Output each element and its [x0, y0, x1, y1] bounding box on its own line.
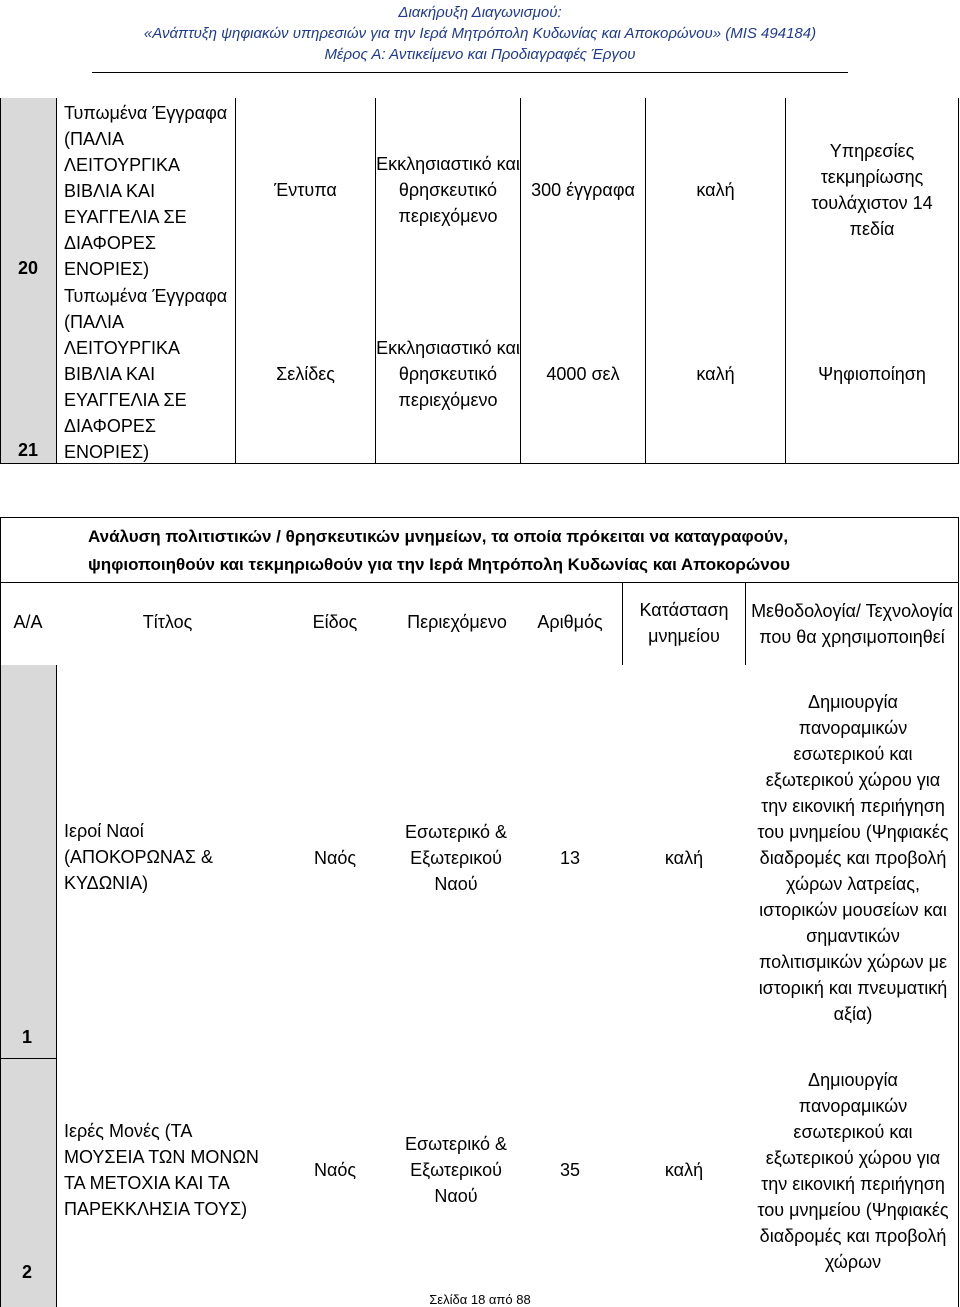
header-num: Α/Α	[13, 612, 43, 632]
table2-right-border	[958, 517, 959, 1307]
table1-col-divider	[235, 98, 236, 463]
row-type: Έντυπα	[274, 180, 337, 200]
table2-col-divider	[56, 665, 57, 1307]
header-method: Μεθοδολογία/ Τεχνολογία που θα χρησιμοποιηθεί	[751, 601, 953, 647]
row-title: Ιεροί Ναοί (ΑΠΟΚΟΡΩΝΑΣ & ΚΥΔΩΝΙΑ)	[64, 821, 214, 893]
row-count: 300 έγγραφα	[531, 180, 635, 200]
table1-col-divider	[520, 98, 521, 463]
row-content: Εκκλησιαστικό και θρησκευτικό περιεχόμενο	[376, 338, 520, 410]
row-method: Ψηφιοποίηση	[818, 364, 926, 384]
table2-col-divider	[745, 582, 746, 665]
doc-header-title: Διακήρυξη Διαγωνισμού:	[398, 4, 562, 21]
row-count: 13	[559, 848, 581, 868]
row-state: καλή	[696, 364, 735, 384]
num-column-bg	[0, 98, 56, 463]
header-rule	[92, 72, 848, 73]
table2-col-divider	[622, 582, 623, 665]
row-content: Εσωτερικό & Εξωτερικού Ναού	[404, 822, 508, 894]
row-state: καλή	[664, 848, 704, 868]
row-number: 20	[18, 258, 39, 278]
doc-header-part: Μέρος Α: Αντικείμενο και Προδιαγραφές Έργου	[324, 46, 636, 63]
row-divider	[0, 1058, 56, 1059]
table2-top-border	[0, 517, 959, 518]
row-content: Εκκλησιαστικό και θρησκευτικό περιεχόμενο	[376, 154, 520, 226]
doc-header-project: «Ανάπτυξη ψηφιακών υπηρεσιών για την Ιερά Μητρόπολη Κυδωνίας και Αποκορώνου» (MIS 494184)	[143, 25, 817, 42]
header-state: Κατάσταση μνημείου	[639, 600, 729, 646]
caption-divider	[0, 582, 959, 583]
row-count: 4000 σελ	[546, 364, 620, 384]
row-number: 2	[22, 1262, 33, 1282]
header-type: Είδος	[312, 612, 358, 632]
row-title: Τυπωμένα Έγγραφα (ΠΑΛΙΑ ΛΕΙΤΟΥΡΓΙΚΑ ΒΙΒΛΙΑ ΚΑΙ ΕΥΑΓΓΕΛΙΑ ΣΕ ΔΙΑΦΟΡΕΣ ΕΝΟΡΙΕΣ)	[64, 286, 228, 462]
row-number: 21	[18, 440, 39, 460]
table1-col-divider	[785, 98, 786, 463]
page-number: Σελίδα 18 από 88	[429, 1292, 531, 1307]
row-method: Υπηρεσίες τεκμηρίωσης τουλάχιστον 14 πεδία	[811, 141, 933, 239]
row-method: Δημιουργία πανοραμικών εσωτερικού και εξωτερικού χώρου για την εικονική περιήγηση του μνημείου (Ψηφιακές διαδρομές και προβολή χώρων λατρείας, ιστορικών μουσείων και σημαντικών πολιτισμικών χώρων με ιστορική και πνευματική αξία)	[757, 692, 949, 1024]
row-content: Εσωτερικό & Εξωτερικού Ναού	[404, 1134, 508, 1206]
row-type: Ναός	[313, 1160, 357, 1180]
row-count: 35	[559, 1160, 581, 1180]
row-title: Ιερές Μονές (ΤΑ ΜΟΥΣΕΙΑ ΤΩΝ ΜΟΝΩΝ ΤΑ ΜΕΤΟΧΙΑ ΚΑΙ ΤΑ ΠΑΡΕΚΚΛΗΣΙΑ ΤΟΥΣ)	[64, 1121, 259, 1219]
row-number: 1	[22, 1027, 33, 1047]
row-type: Ναός	[313, 848, 357, 868]
header-content: Περιεχόμενο	[407, 612, 507, 632]
row-method: Δημιουργία πανοραμικών εσωτερικού και εξωτερικού χώρου για την εικονική περιήγηση του μνημείου (Ψηφιακές διαδρομές και προβολή χώρων	[757, 1070, 949, 1272]
table1-right-border	[958, 98, 959, 463]
row-type: Σελίδες	[276, 364, 335, 384]
header-count: Αριθμός	[537, 612, 603, 632]
row-title: Τυπωμένα Έγγραφα (ΠΑΛΙΑ ΛΕΙΤΟΥΡΓΙΚΑ ΒΙΒΛΙΑ ΚΑΙ ΕΥΑΓΓΕΛΙΑ ΣΕ ΔΙΑΦΟΡΕΣ ΕΝΟΡΙΕΣ)	[64, 103, 228, 279]
table1-left-border	[0, 98, 1, 463]
table1-col-divider	[645, 98, 646, 463]
row-state: καλή	[664, 1160, 704, 1180]
table1-col-divider	[56, 98, 57, 463]
table-caption: Ανάλυση πολιτιστικών / θρησκευτικών μνημείων, τα οποία πρόκειται να καταγραφούν, ψηφιοποιηθούν και τεκμηριωθούν για την Ιερά Μητρόπολη Κυδωνίας και Αποκορώνου	[88, 527, 791, 574]
row-state: καλή	[696, 180, 735, 200]
header-title: Τίτλος	[142, 612, 193, 632]
num-column-bg	[0, 665, 56, 1307]
